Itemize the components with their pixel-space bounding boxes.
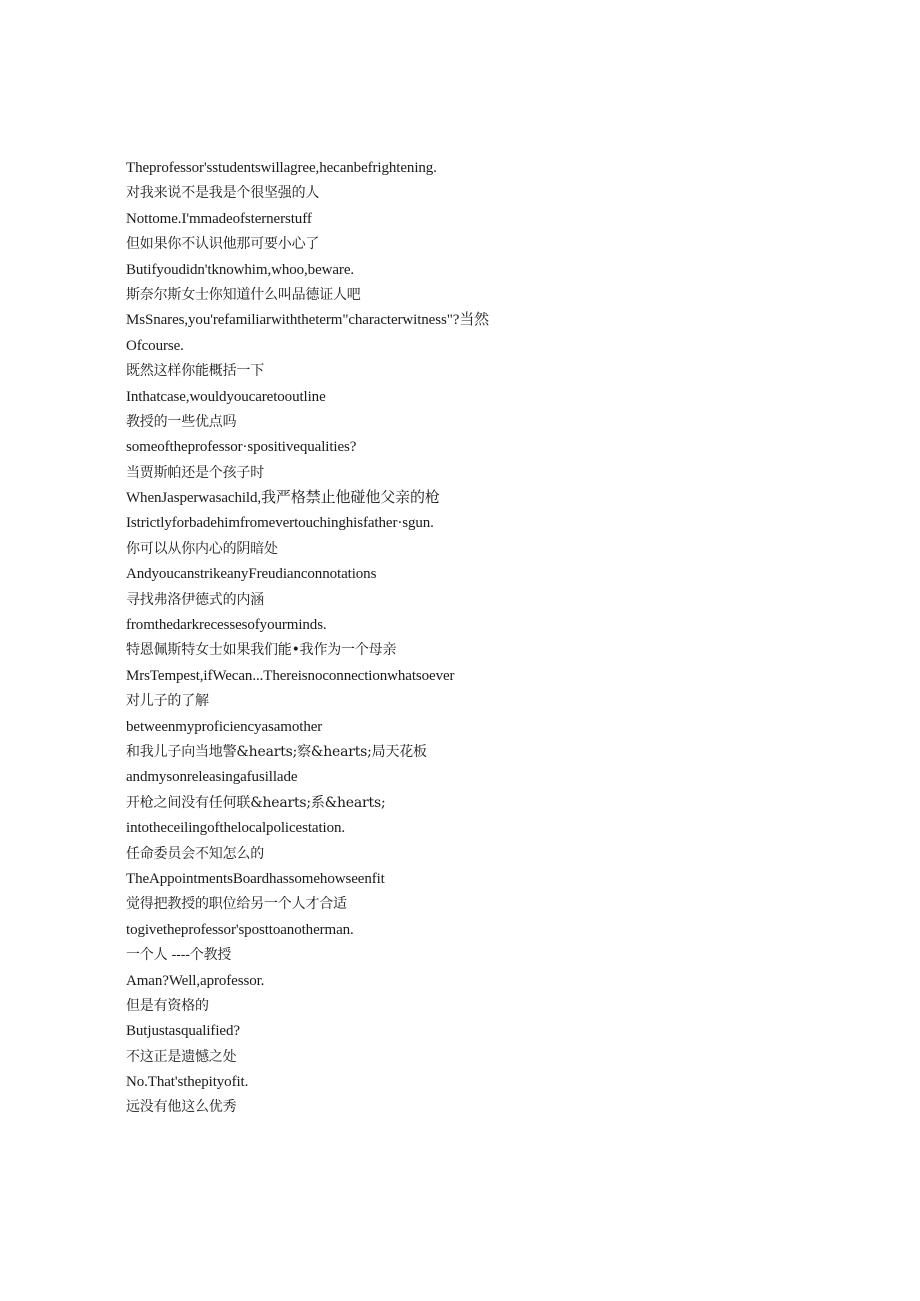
english-subtitle-line: Theprofessor'sstudentswillagree,hecanbefrightening.	[126, 160, 437, 176]
english-subtitle-line: intotheceilingofthelocalpolicestation.	[126, 820, 346, 837]
english-subtitle-line: Nottome.I'mmadeofsternerstuff	[126, 210, 312, 227]
chinese-subtitle-line: 特恩佩斯特女士如果我们能•我作为一个母亲	[126, 642, 397, 659]
chinese-subtitle-line: 教授的一些优点吗	[126, 413, 237, 430]
english-subtitle-line: Inthatcase,wouldyoucaretooutline	[126, 388, 326, 405]
english-subtitle-line: someoftheprofessor·spositivequalities?	[126, 439, 357, 456]
chinese-subtitle-line: 但是有资格的	[126, 997, 209, 1014]
chinese-subtitle-line: 和我儿子向当地警&hearts;察&hearts;局天花板	[126, 743, 427, 760]
chinese-subtitle-line: 既然这样你能概括一下	[126, 363, 264, 380]
chinese-subtitle-line: 但如果你不认识他那可要小心了	[126, 236, 320, 253]
chinese-subtitle-line: 当贾斯帕还是个孩子时	[126, 464, 264, 481]
english-subtitle-line: Istrictlyforbadehimfromevertouchinghisfather·sgun.	[126, 515, 434, 532]
english-subtitle-line: togivetheprofessor'sposttoanotherman.	[126, 921, 354, 938]
english-subtitle-line: andmysonreleasingafusillade	[126, 769, 298, 786]
chinese-subtitle-line: 对儿子的了解	[126, 693, 209, 710]
chinese-subtitle-line: 任命委员会不知怎么的	[126, 845, 264, 862]
chinese-subtitle-line: 对我来说不是我是个很坚强的人	[126, 185, 320, 202]
chinese-subtitle-line: 觉得把教授的职位给另一个人才合适	[126, 896, 347, 913]
subtitle-transcript	[126, 156, 846, 1121]
english-subtitle-line: Ofcourse.	[126, 337, 184, 354]
chinese-subtitle-line: 你可以从你内心的阴暗处	[126, 540, 278, 557]
chinese-subtitle-line: 寻找弗洛伊德式的内涵	[126, 591, 264, 608]
chinese-subtitle-line: 不这正是遗憾之处	[126, 1048, 237, 1065]
chinese-subtitle-line: 远没有他这么优秀	[126, 1099, 237, 1116]
english-subtitle-line: betweenmyproficiencyasamother	[126, 718, 323, 735]
english-subtitle-line: Butifyoudidn'tknowhim,whoo,beware.	[126, 261, 355, 278]
english-subtitle-line: AndyoucanstrikeanyFreudianconnotations	[126, 566, 377, 583]
chinese-subtitle-line: 斯奈尔斯女士你知道什么叫品德证人吧	[126, 286, 361, 303]
english-subtitle-line: MrsTempest,ifWecan...Thereisnoconnectionwhatsoever	[126, 667, 455, 684]
english-subtitle-line: MsSnares,you'refamiliarwiththeterm"characterwitness"?当然	[126, 312, 490, 329]
english-subtitle-line: WhenJasperwasachild,我严格禁止他碰他父亲的枪	[126, 490, 440, 507]
english-subtitle-line: Aman?Well,aprofessor.	[126, 972, 265, 989]
english-subtitle-line: No.That'sthepityofit.	[126, 1074, 249, 1091]
chinese-subtitle-line: 开枪之间没有任何联&hearts;系&hearts;	[126, 794, 386, 811]
english-subtitle-line: fromthedarkrecessesofyourminds.	[126, 617, 327, 634]
english-subtitle-line: TheAppointmentsBoardhassomehowseenfit	[126, 870, 385, 887]
chinese-subtitle-line: 一个人 ----个教授	[126, 947, 232, 964]
english-subtitle-line: Butjustasqualified?	[126, 1023, 240, 1040]
